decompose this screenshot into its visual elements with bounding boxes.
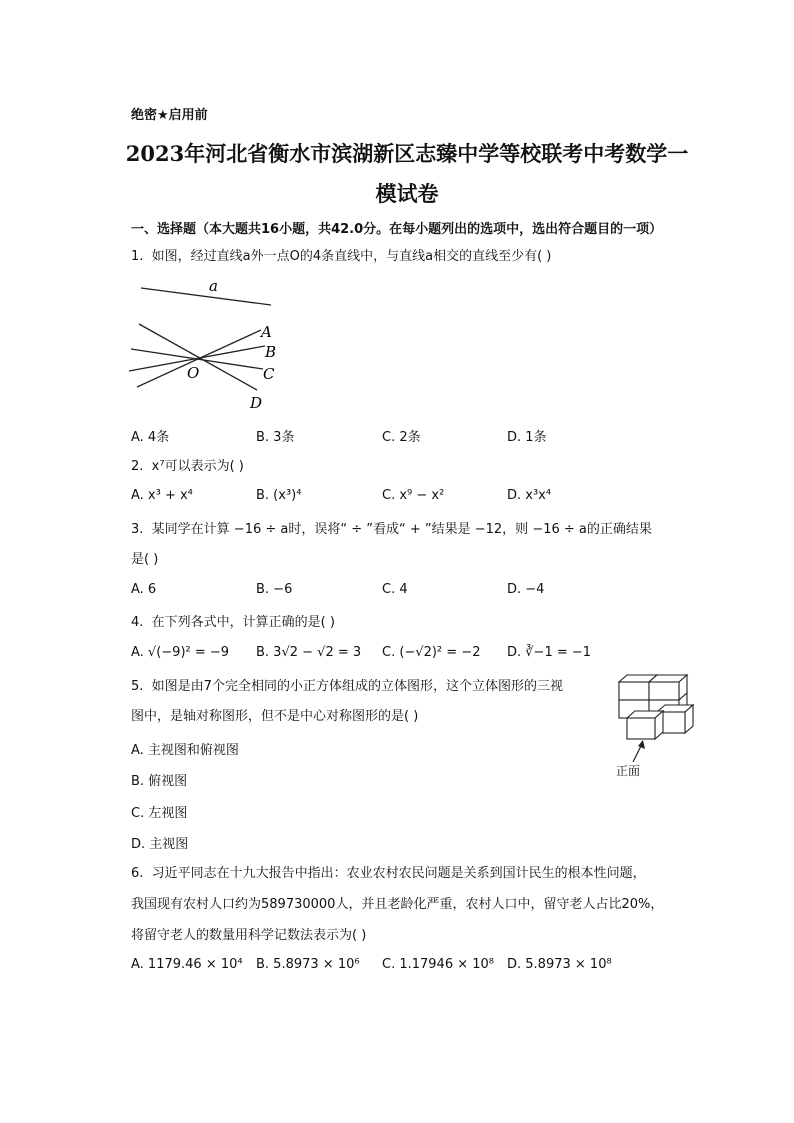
- q5-option-a: A. 主视图和俯视图: [131, 743, 239, 758]
- q2-option-c: C. x⁹ − x²: [382, 488, 445, 503]
- question-6: [131, 864, 646, 884]
- q2-option-a: A. x³ + x⁴: [131, 488, 193, 503]
- page-title-line2: 模试卷: [375, 181, 439, 206]
- question-text: 某同学在计算 −16 ÷ a时，误将“ ÷ ”看成“ + ”结果是 −12，则 −16 ÷ a的正确结果: [151, 522, 652, 537]
- question-5: [131, 677, 563, 697]
- question-1: [131, 247, 551, 267]
- question-text: 在下列各式中，计算正确的是( ): [151, 615, 335, 630]
- label-D: D: [250, 394, 263, 412]
- q2-option-d: D. x³x⁴: [507, 488, 552, 503]
- q3-option-c: C. 4: [382, 582, 408, 597]
- label-a: a: [209, 277, 218, 295]
- q4-option-a: A. √(−9)² = −9: [131, 645, 230, 660]
- question-3-line2: 是( ): [131, 552, 159, 567]
- q3-option-a: A. 6: [131, 582, 157, 597]
- q5-option-b: B. 俯视图: [131, 774, 188, 789]
- q6-option-d: D. 5.8973 × 10⁸: [507, 957, 612, 972]
- figure-caption-front: 正面: [616, 764, 641, 778]
- secret-label: 绝密★启用前: [131, 108, 208, 123]
- question-number: 6.: [131, 866, 144, 881]
- q5-option-c: C. 左视图: [131, 806, 188, 821]
- q1-option-a: A. 4条: [131, 430, 170, 445]
- question-6-line2: 我国现有农村人口约为589730000人，并且老龄化严重，农村人口中，留守老人占比20%，: [131, 897, 664, 912]
- page-title-line1: 2023年河北省衡水市滨湖新区志臻中学等校联考中考数学一: [125, 141, 689, 166]
- question-text: 如图，经过直线a外一点O的4条直线中，与直线a相交的直线至少有( ): [151, 249, 552, 264]
- q5-option-d: D. 主视图: [131, 837, 189, 852]
- q1-option-d: D. 1条: [507, 430, 547, 445]
- q4-option-c: C. (−√2)² = −2: [382, 645, 481, 660]
- label-A: A: [261, 323, 272, 341]
- figure-lines-through-point: [125, 275, 295, 415]
- q3-option-b: B. −6: [256, 582, 293, 597]
- question-2: [131, 457, 244, 477]
- question-number: 1.: [131, 249, 144, 264]
- label-B: B: [265, 343, 277, 361]
- q6-option-c: C. 1.17946 × 10⁸: [382, 957, 495, 972]
- arrow-head-icon: [638, 740, 645, 749]
- question-text: x⁷可以表示为( ): [151, 459, 244, 474]
- section-heading: 一、选择题（本大题共16小题，共42.0分。在每小题列出的选项中，选出符合题目的一项）: [131, 222, 663, 237]
- q4-option-b: B. 3√2 − √2 = 3: [256, 645, 362, 660]
- label-C: C: [263, 365, 275, 383]
- question-5-line2: 图中，是轴对称图形，但不是中心对称图形的是( ): [131, 709, 419, 724]
- q2-option-b: B. (x³)⁴: [256, 488, 302, 503]
- q1-option-c: C. 2条: [382, 430, 421, 445]
- question-text: 习近平同志在十九大报告中指出：农业农村农民问题是关系到国计民生的根本性问题，: [151, 866, 646, 881]
- question-number: 4.: [131, 615, 144, 630]
- label-o: O: [187, 364, 200, 382]
- q6-option-b: B. 5.8973 × 10⁶: [256, 957, 360, 972]
- q6-option-a: A. 1179.46 × 10⁴: [131, 957, 243, 972]
- line-a: [141, 288, 271, 305]
- question-number: 3.: [131, 522, 144, 537]
- q3-option-d: D. −4: [507, 582, 545, 597]
- question-6-line3: 将留守老人的数量用科学记数法表示为( ): [131, 928, 367, 943]
- q4-option-d: D. ∛−1 = −1: [507, 645, 592, 660]
- q1-option-b: B. 3条: [256, 430, 295, 445]
- question-number: 5.: [131, 679, 144, 694]
- question-4: [131, 613, 335, 633]
- question-text: 如图是由7个完全相同的小正方体组成的立体图形，这个立体图形的三视: [151, 679, 563, 694]
- question-3: [131, 520, 652, 540]
- question-number: 2.: [131, 459, 144, 474]
